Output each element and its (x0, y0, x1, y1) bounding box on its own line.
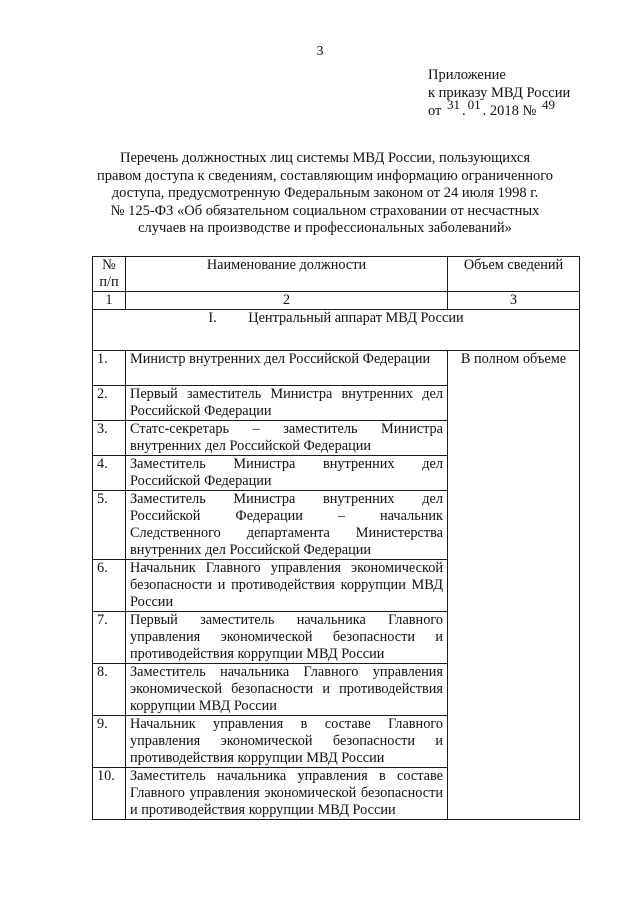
title-line: доступа, предусмотренную Федеральным законом от 24 июля 1998 г. (111, 185, 539, 201)
table-row (93, 351, 580, 386)
page-number: 3 (316, 44, 324, 59)
row-number: 10. (93, 768, 126, 820)
date-dot: . (462, 103, 466, 119)
section-row (93, 310, 580, 351)
date-year: . 2018 № (482, 103, 537, 119)
date-prefix: от (428, 103, 442, 119)
position-name: Заместитель Министра внутренних дел Российской Федерации – начальник Следственного департамента Министерства внутренних дел Российской Федерации (126, 491, 448, 560)
row-number: 1. (93, 351, 126, 386)
position-name: Начальник Главного управления экономической безопасности и противодействия коррупции МВД России (126, 560, 448, 612)
header-position-name: Наименование должности (126, 257, 448, 292)
position-name: Министр внутренних дел Российской Федерации (126, 351, 448, 386)
position-name: Статс-секретарь – заместитель Министра внутренних дел Российской Федерации (126, 421, 448, 456)
header-scope: Объем сведений (448, 257, 580, 292)
header-number (93, 257, 126, 292)
position-name: Заместитель Министра внутренних дел Российской Федерации (126, 456, 448, 491)
section-number: I. (208, 310, 217, 326)
date-month: 01 (467, 97, 481, 112)
position-name: Начальник управления в составе Главного управления экономической безопасности и противодействия коррупции МВД России (126, 716, 448, 768)
title-line: случаев на производстве и профессиональных заболеваний» (138, 220, 512, 236)
row-number: 4. (93, 456, 126, 491)
date-day: 31 (447, 97, 461, 112)
appendix-label: Приложение (428, 67, 506, 83)
section-heading (93, 310, 580, 351)
scope-value: В полном объеме (448, 351, 580, 820)
position-name: Первый заместитель начальника Главного управления экономической безопасности и противодействия коррупции МВД России (126, 612, 448, 664)
row-number: 2. (93, 386, 126, 421)
position-name: Заместитель начальника управления в составе Главного управления экономической безопасности и противодействия коррупции МВД России (126, 768, 448, 820)
row-number: 8. (93, 664, 126, 716)
appendix-order: к приказу МВД России (428, 85, 571, 101)
row-number: 7. (93, 612, 126, 664)
position-name: Первый заместитель Министра внутренних дел Российской Федерации (126, 386, 448, 421)
title-line: № 125-ФЗ «Об обязательном социальном страховании от несчастных (110, 202, 540, 219)
row-number: 5. (93, 491, 126, 560)
title-line: правом доступа к сведениям, составляющим информацию ограниченного (96, 167, 554, 184)
column-number: 1 (93, 292, 126, 310)
appendix-date-line (428, 97, 570, 120)
position-name: Заместитель начальника Главного управления экономической безопасности и противодействия коррупции МВД России (126, 664, 448, 716)
order-number: 49 (542, 97, 555, 112)
row-number: 9. (93, 716, 126, 768)
row-number: 3. (93, 421, 126, 456)
column-number: 3 (448, 292, 580, 310)
appendix-block (428, 66, 570, 120)
title-line: Перечень должностных лиц системы МВД России, пользующихся (119, 150, 530, 166)
table-header-row (93, 257, 580, 292)
document-title (90, 150, 560, 238)
header-number-abbr: п/п (99, 274, 119, 290)
section-title: Центральный аппарат МВД России (248, 310, 464, 326)
column-numbers-row (93, 292, 580, 310)
column-number: 2 (126, 292, 448, 310)
header-number-sign: № (102, 257, 116, 273)
row-number: 6. (93, 560, 126, 612)
positions-table (92, 256, 580, 820)
